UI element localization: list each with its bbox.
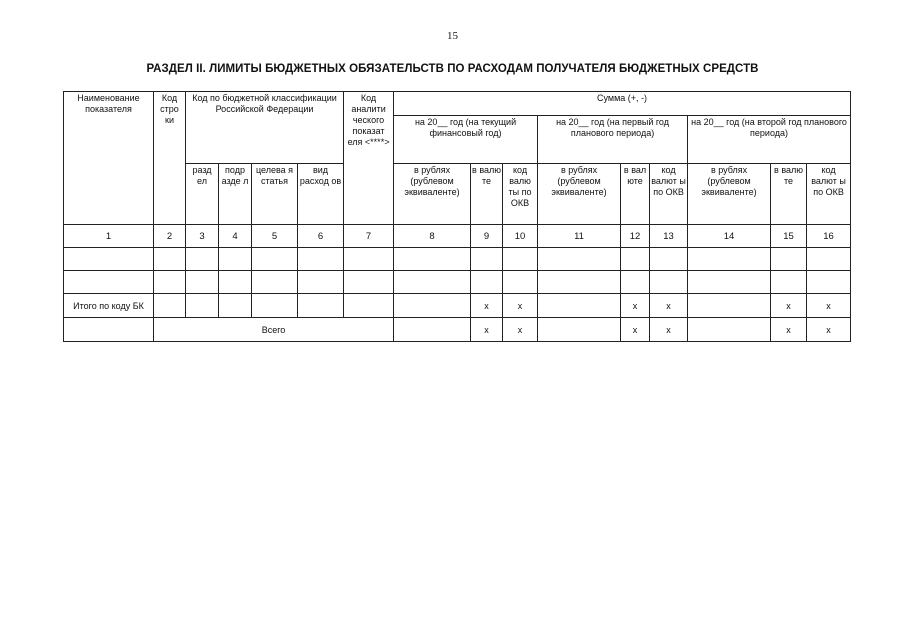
header-target-item: целева я статья — [252, 164, 298, 225]
x-mark: x — [771, 294, 807, 318]
data-cell[interactable] — [394, 248, 471, 271]
data-cell[interactable] — [219, 294, 252, 318]
page-number: 15 — [447, 30, 458, 42]
x-mark: x — [503, 294, 538, 318]
data-cell[interactable] — [621, 248, 650, 271]
header-rub-second: в рублях (рублевом эквиваленте) — [688, 164, 771, 225]
column-number: 15 — [771, 225, 807, 248]
data-cell[interactable] — [688, 318, 771, 342]
total-all-label: Всего — [154, 318, 394, 342]
data-cell[interactable] — [154, 271, 186, 294]
data-cell[interactable] — [771, 248, 807, 271]
x-mark: x — [650, 294, 688, 318]
data-cell[interactable] — [471, 271, 503, 294]
header-period-first: на 20__ год (на первый год планового периода) — [538, 116, 688, 164]
data-cell[interactable] — [538, 318, 621, 342]
header-section: разд ел — [186, 164, 219, 225]
total-all-row — [64, 318, 851, 342]
section-title: РАЗДЕЛ II. ЛИМИТЫ БЮДЖЕТНЫХ ОБЯЗАТЕЛЬСТВ ПО РАСХОДАМ ПОЛУЧАТЕЛЯ БЮДЖЕТНЫХ СРЕДСТВ — [146, 63, 759, 75]
header-code-line: Код стро ки — [154, 92, 186, 225]
column-number: 6 — [298, 225, 344, 248]
data-cell[interactable] — [64, 318, 154, 342]
data-cell[interactable] — [688, 271, 771, 294]
header-currency-first: в вал юте — [621, 164, 650, 225]
column-number: 5 — [252, 225, 298, 248]
data-cell[interactable] — [298, 248, 344, 271]
data-cell[interactable] — [503, 248, 538, 271]
column-number: 12 — [621, 225, 650, 248]
data-cell[interactable] — [807, 271, 851, 294]
total-bk-label: Итого по коду БК — [64, 294, 154, 318]
budget-limits-table — [63, 91, 851, 342]
data-cell[interactable] — [538, 271, 621, 294]
x-mark: x — [621, 318, 650, 342]
header-expense-type: вид расход ов — [298, 164, 344, 225]
header-period-second: на 20__ год (на второй год планового периода) — [688, 116, 851, 164]
data-cell[interactable] — [186, 248, 219, 271]
header-okv-current: код валю ты по ОКВ — [503, 164, 538, 225]
column-number: 1 — [64, 225, 154, 248]
header-okv-first: код валют ы по ОКВ — [650, 164, 688, 225]
header-sum: Сумма (+, -) — [394, 92, 851, 116]
data-cell[interactable] — [64, 271, 154, 294]
data-cell[interactable] — [807, 248, 851, 271]
data-row — [64, 248, 851, 271]
data-cell[interactable] — [771, 271, 807, 294]
column-number: 9 — [471, 225, 503, 248]
x-mark: x — [471, 294, 503, 318]
column-number: 3 — [186, 225, 219, 248]
header-rub-current: в рублях (рублевом эквиваленте) — [394, 164, 471, 225]
data-cell[interactable] — [64, 248, 154, 271]
data-cell[interactable] — [252, 271, 298, 294]
header-subsection: подр азде л — [219, 164, 252, 225]
data-cell[interactable] — [538, 248, 621, 271]
data-cell[interactable] — [471, 248, 503, 271]
header-currency-current: в валю те — [471, 164, 503, 225]
header-period-current: на 20__ год (на текущий финансовый год) — [394, 116, 538, 164]
data-cell[interactable] — [252, 294, 298, 318]
column-number: 14 — [688, 225, 771, 248]
data-cell[interactable] — [394, 318, 471, 342]
data-cell[interactable] — [344, 271, 394, 294]
x-mark: x — [503, 318, 538, 342]
header-name: Наименование показателя — [64, 92, 154, 225]
data-cell[interactable] — [298, 271, 344, 294]
data-cell[interactable] — [394, 294, 471, 318]
data-cell[interactable] — [621, 271, 650, 294]
column-number: 13 — [650, 225, 688, 248]
data-cell[interactable] — [186, 294, 219, 318]
data-cell[interactable] — [186, 271, 219, 294]
data-cell[interactable] — [688, 248, 771, 271]
data-cell[interactable] — [154, 294, 186, 318]
data-cell[interactable] — [252, 248, 298, 271]
header-row-1 — [64, 92, 851, 116]
column-number: 16 — [807, 225, 851, 248]
x-mark: x — [771, 318, 807, 342]
data-cell[interactable] — [503, 271, 538, 294]
data-cell[interactable] — [219, 271, 252, 294]
header-currency-second: в валю те — [771, 164, 807, 225]
header-bk-code: Код по бюджетной классификации Российской Федерации — [186, 92, 344, 164]
column-number: 10 — [503, 225, 538, 248]
x-mark: x — [471, 318, 503, 342]
x-mark: x — [807, 294, 851, 318]
total-bk-row — [64, 294, 851, 318]
header-analytic-code: Код аналити ческого показат еля <****> — [344, 92, 394, 225]
data-cell[interactable] — [219, 248, 252, 271]
column-number: 8 — [394, 225, 471, 248]
header-rub-first: в рублях (рублевом эквиваленте) — [538, 164, 621, 225]
column-number: 11 — [538, 225, 621, 248]
x-mark: x — [621, 294, 650, 318]
x-mark: x — [807, 318, 851, 342]
header-okv-second: код валют ы по ОКВ — [807, 164, 851, 225]
data-cell[interactable] — [688, 294, 771, 318]
column-number-row — [64, 225, 851, 248]
data-cell[interactable] — [344, 248, 394, 271]
data-cell[interactable] — [650, 271, 688, 294]
x-mark: x — [650, 318, 688, 342]
column-number: 7 — [344, 225, 394, 248]
column-number: 4 — [219, 225, 252, 248]
data-cell[interactable] — [650, 248, 688, 271]
column-number: 2 — [154, 225, 186, 248]
data-row — [64, 271, 851, 294]
data-cell[interactable] — [344, 294, 394, 318]
data-cell[interactable] — [394, 271, 471, 294]
data-cell[interactable] — [538, 294, 621, 318]
data-cell[interactable] — [298, 294, 344, 318]
data-cell[interactable] — [154, 248, 186, 271]
